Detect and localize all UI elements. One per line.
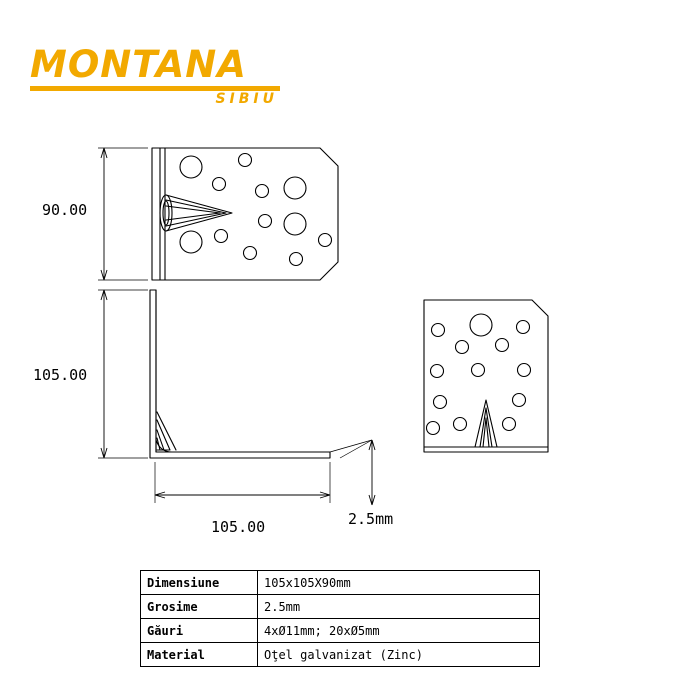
spec-value-material: Oţel galvanizat (Zinc)	[258, 643, 540, 667]
view-top-plate	[152, 148, 338, 280]
table-row	[141, 571, 540, 595]
dimension-label-height-90: 90.00	[42, 201, 88, 219]
spec-value-holes: 4xØ11mm; 20xØ5mm	[258, 619, 540, 643]
dimension-label-thickness: 2.5mm	[348, 510, 394, 528]
specification-table	[140, 570, 540, 667]
spec-value-thickness: 2.5mm	[258, 595, 540, 619]
dimension-label-height-105: 105.00	[33, 366, 88, 384]
dimension-label-width-105: 105.00	[211, 518, 266, 536]
logo-subtitle: SIBIU	[215, 91, 278, 107]
spec-key-material: Material	[141, 643, 258, 667]
spec-key-thickness: Grosime	[141, 595, 258, 619]
spec-key-dimension: Dimensiune	[141, 571, 258, 595]
logo-wordmark: MONTANA	[30, 43, 247, 86]
view-front-elevation	[424, 300, 548, 452]
spec-value-dimension: 105x105X90mm	[258, 571, 540, 595]
table-row	[141, 643, 540, 667]
spec-key-holes: Găuri	[141, 619, 258, 643]
view-side-profile	[150, 290, 330, 458]
table-row	[141, 595, 540, 619]
table-row	[141, 619, 540, 643]
